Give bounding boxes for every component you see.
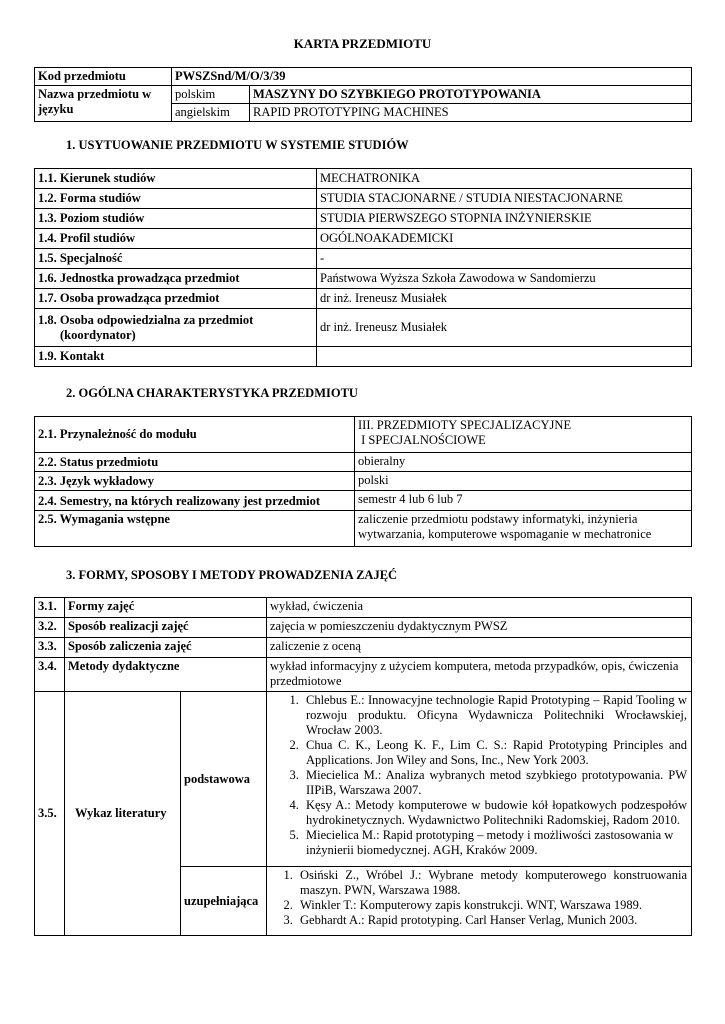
literature-basic-list-cell bbox=[267, 692, 692, 867]
course-code-table bbox=[34, 67, 692, 122]
s1-label: 1.3. Poziom studiów bbox=[35, 209, 317, 229]
s1-label: 1.2. Forma studiów bbox=[35, 189, 317, 209]
s2-value: polski bbox=[355, 472, 692, 491]
s3-label: Formy zajęć bbox=[65, 598, 267, 618]
literature-item: 1. Osiński Z., Wróbel J.: Wybrane metody komputerowego konstruowania maszyn. PWN, Warszawa 1988. bbox=[296, 868, 687, 898]
s2-label: 2.5. Wymagania wstępne bbox=[35, 511, 355, 547]
section3-table bbox=[34, 597, 692, 936]
s3-num: 3.4. bbox=[35, 658, 65, 692]
literature-item: 1. Chlebus E.: Innowacyjne technologie Rapid Prototyping – Rapid Tooling w rozwoju produktu. Oficyna Wydawnicza Politechniki Wrocławskiej, Wrocław 2003. bbox=[302, 693, 687, 738]
lang-pl-label: polskim bbox=[172, 86, 250, 104]
literature-basic-label: podstawowa bbox=[181, 692, 267, 867]
s2-label: 2.1. Przynależność do modułu bbox=[35, 417, 355, 453]
s1-value: dr inż. Ireneusz Musiałek bbox=[317, 309, 692, 347]
name-pl-value: MASZYNY DO SZYBKIEGO PROTOTYPOWANIA bbox=[250, 86, 692, 104]
section3-heading: 3. FORMY, SPOSOBY I METODY PROWADZENIA ZAJĘĆ bbox=[66, 568, 398, 582]
s3-label: Metody dydaktyczne bbox=[65, 658, 267, 692]
s2-value: semestr 4 lub 6 lub 7 bbox=[355, 491, 692, 511]
s1-value: dr inż. Ireneusz Musiałek bbox=[317, 289, 692, 309]
s1-label-line1: 1.8. Osoba odpowiedzialna za przedmiot bbox=[38, 312, 254, 327]
s1-value: OGÓLNOAKADEMICKI bbox=[317, 229, 692, 249]
s1-value: STUDIA PIERWSZEGO STOPNIA INŻYNIERSKIE bbox=[317, 209, 692, 229]
s2-value-line1: III. PRZEDMIOTY SPECJALIZACYJNE bbox=[358, 418, 572, 432]
s2-value: obieralny bbox=[355, 453, 692, 472]
s1-value bbox=[317, 347, 692, 367]
section2-table bbox=[34, 416, 692, 547]
s2-value-line2: I SPECJALNOŚCIOWE bbox=[358, 433, 486, 447]
literature-item: 2. Chua C. K., Leong K. F., Lim C. S.: Rapid Prototyping Principles and Applications. Jon Wiley and Sons, Inc., New York 2003. bbox=[302, 738, 687, 768]
code-value: PWSZSnd/M/O/3/39 bbox=[172, 68, 692, 86]
s3-num: 3.2. bbox=[35, 618, 65, 638]
s1-label: 1.1. Kierunek studiów bbox=[35, 169, 317, 189]
s3-num: 3.1. bbox=[35, 598, 65, 618]
section2-heading: 2. OGÓLNA CHARAKTERYSTYKA PRZEDMIOTU bbox=[66, 386, 358, 400]
code-label: Kod przedmiotu bbox=[35, 68, 172, 86]
literature-item: 2. Winkler T.: Komputerowy zapis konstrukcji. WNT, Warszawa 1989. bbox=[296, 898, 687, 913]
s1-value: - bbox=[317, 249, 692, 269]
page-title: KARTA PRZEDMIOTU bbox=[293, 36, 432, 51]
literature-supp-label: uzupełniająca bbox=[181, 867, 267, 936]
s2-label: 2.3. Język wykładowy bbox=[35, 472, 355, 491]
s2-label: 2.2. Status przedmiotu bbox=[35, 453, 355, 472]
s1-label: 1.6. Jednostka prowadząca przedmiot bbox=[35, 269, 317, 289]
literature-supp-list-cell bbox=[267, 867, 692, 936]
s3-value: zajęcia w pomieszczeniu dydaktycznym PWSZ bbox=[267, 618, 692, 638]
literature-item: 3. Miecielica M.: Analiza wybranych metod szybkiego prototypowania. PW IIPiB, Warszawa 2007. bbox=[302, 768, 687, 798]
lang-en-label: angielskim bbox=[172, 104, 250, 122]
s1-label-line2: (koordynator) bbox=[60, 327, 136, 342]
s1-label: 1.4. Profil studiów bbox=[35, 229, 317, 249]
s1-label-coordinator bbox=[35, 309, 317, 347]
literature-item: 5. Miecielica M.: Rapid prototyping – metody i możliwości zastosowania w inżynierii biomedycznej. AGH, Kraków 2009. bbox=[302, 828, 687, 858]
s3-value: zaliczenie z oceną bbox=[267, 638, 692, 658]
s3-label: Sposób zaliczenia zajęć bbox=[65, 638, 267, 658]
s1-label: 1.5. Specjalność bbox=[35, 249, 317, 269]
literature-item: 3. Gebhardt A.: Rapid prototyping. Carl Hanser Verlag, Munich 2003. bbox=[296, 913, 687, 928]
s1-label: 1.7. Osoba prowadząca przedmiot bbox=[35, 289, 317, 309]
s1-value: Państwowa Wyższa Szkoła Zawodowa w Sandomierzu bbox=[317, 269, 692, 289]
section1-table bbox=[34, 168, 692, 367]
s1-value: MECHATRONIKA bbox=[317, 169, 692, 189]
name-en-value: RAPID PROTOTYPING MACHINES bbox=[250, 104, 692, 122]
s3-literature-num: 3.5. bbox=[35, 692, 65, 936]
s3-num: 3.3. bbox=[35, 638, 65, 658]
literature-basic-list bbox=[270, 693, 687, 858]
s2-value-module bbox=[355, 417, 692, 453]
s3-value: wykład, ćwiczenia bbox=[267, 598, 692, 618]
literature-item: 4. Kęsy A.: Metody komputerowe w budowie kół łopatkowych podzespołów hydrokinetycznych. Wydawnictwo Politechniki Radomskiej, Radom 2010. bbox=[302, 798, 687, 828]
s1-value: STUDIA STACJONARNE / STUDIA NIESTACJONARNE bbox=[317, 189, 692, 209]
s2-value: zaliczenie przedmiotu podstawy informatyki, inżynieria wytwarzania, komputerowe wspomaganie w mechatronice bbox=[355, 511, 692, 547]
literature-supp-list bbox=[270, 868, 687, 928]
section1-heading: 1. USYTUOWANIE PRZEDMIOTU W SYSTEMIE STUDIÓW bbox=[66, 138, 409, 152]
s3-value: wykład informacyjny z użyciem komputera, metoda przypadków, opis, ćwiczenia przedmiotowe bbox=[267, 658, 692, 692]
s3-label: Sposób realizacji zajęć bbox=[65, 618, 267, 638]
s1-label: 1.9. Kontakt bbox=[35, 347, 317, 367]
name-label: Nazwa przedmiotu w języku bbox=[35, 86, 172, 122]
s3-literature-label: Wykaz literatury bbox=[65, 692, 181, 936]
s2-label: 2.4. Semestry, na których realizowany jest przedmiot bbox=[35, 491, 355, 511]
